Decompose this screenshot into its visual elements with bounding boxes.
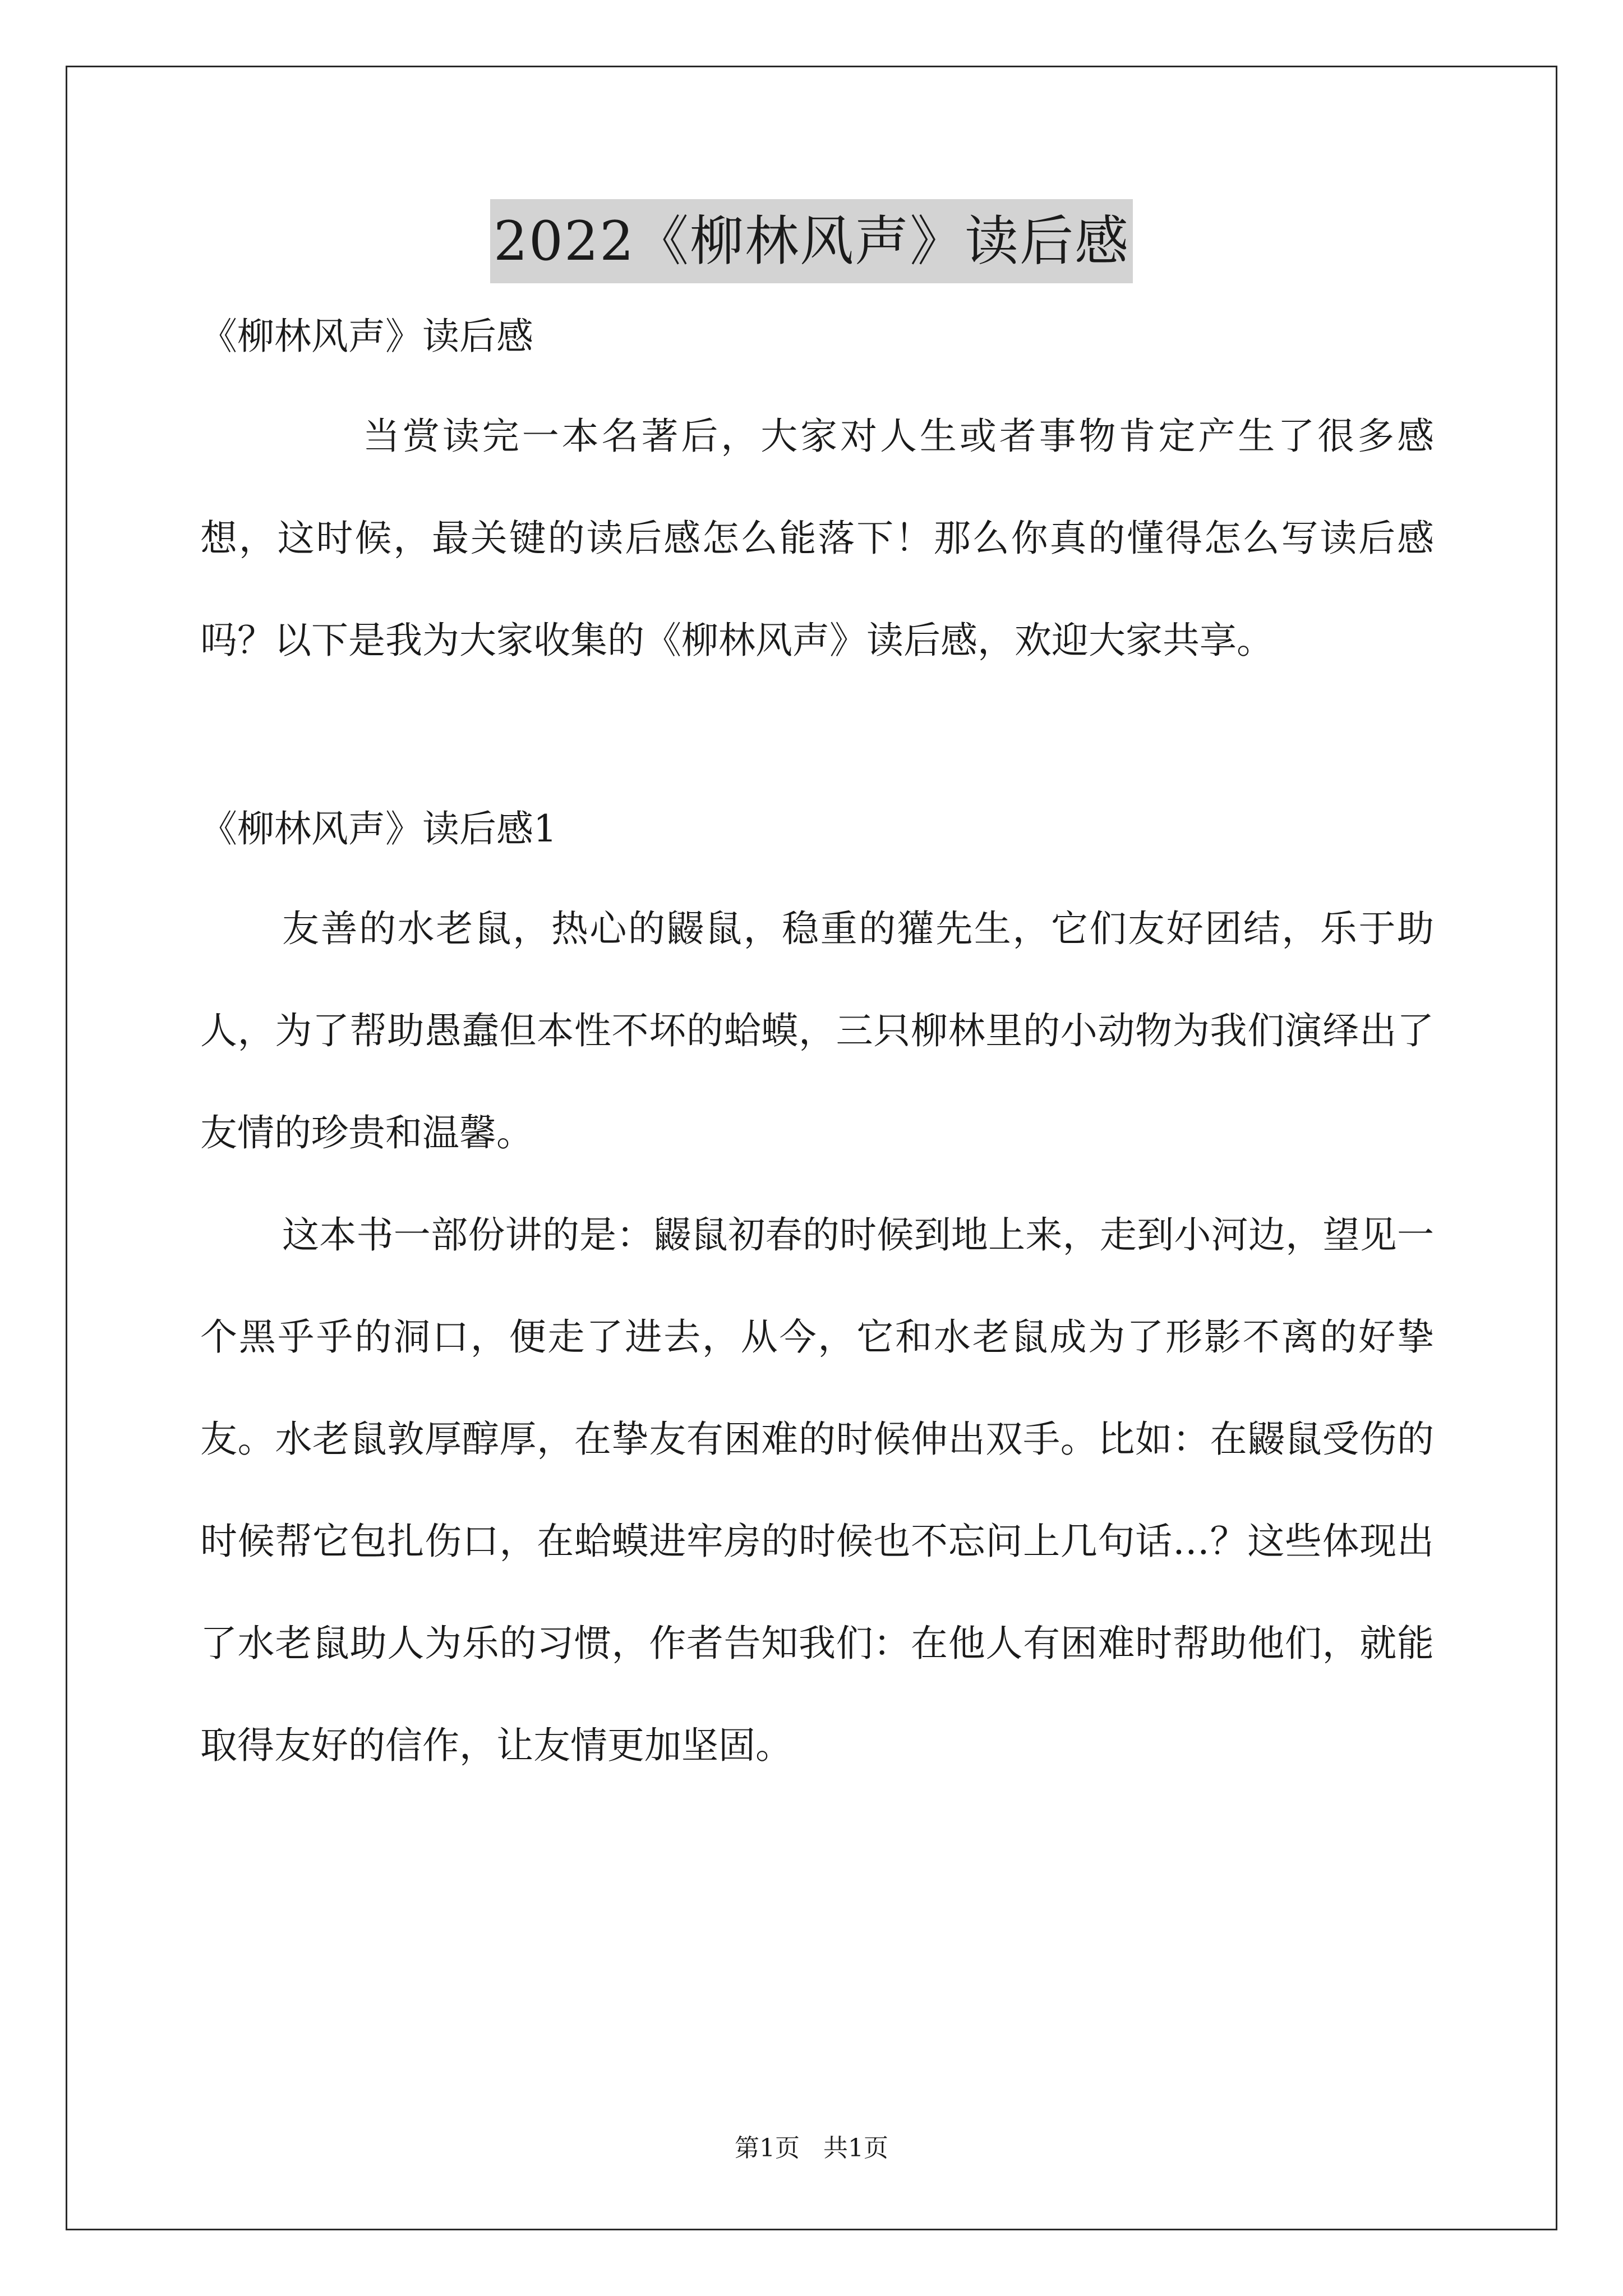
intro-heading: 《柳林风声》读后感 [200, 315, 533, 358]
body-paragraph-2: 这本书一部份讲的是：鼹鼠初春的时候到地上来，走到小河边，望见一个黑乎乎的洞口，便走了进去，从今，它和水老鼠成为了形影不离的好挚友。水老鼠敦厚醇厚，在挚友有困难的时候伸出双手。比如：在鼹鼠受伤的时候帮它包扎伤口，在蛤蟆进牢房的时候也不忘问上几句话…？这些体现出了水老鼠助人为乐的习惯，作者告知我们：在他人有困难时帮助他们，就能取得友好的信作，让友情更加坚固。 [200, 1213, 1434, 1767]
section-heading: 《柳林风声》读后感1 [200, 807, 557, 850]
page-footer [0, 2132, 1623, 2165]
title-container [0, 199, 1623, 283]
intro-paragraph: 当赏读完一本名著后，大家对人生或者事物肯定产生了很多感想，这时候，最关键的读后感怎么能落下！那么你真的懂得怎么写读后感吗？以下是我为大家收集的《柳林风声》读后感，欢迎大家共享。 [200, 415, 1434, 662]
document-title: 2022《柳林风声》读后感 [490, 199, 1133, 283]
body-paragraph-1: 友善的水老鼠，热心的鼹鼠，稳重的獾先生，它们友好团结，乐于助人，为了帮助愚蠢但本性不坏的蛤蟆，三只柳林里的小动物为我们演绎出了友情的珍贵和温馨。 [200, 907, 1434, 1154]
document-body [200, 311, 1434, 1797]
page-number-total: 共1页 [823, 2134, 888, 2162]
page-number-current: 第1页 [735, 2134, 800, 2162]
